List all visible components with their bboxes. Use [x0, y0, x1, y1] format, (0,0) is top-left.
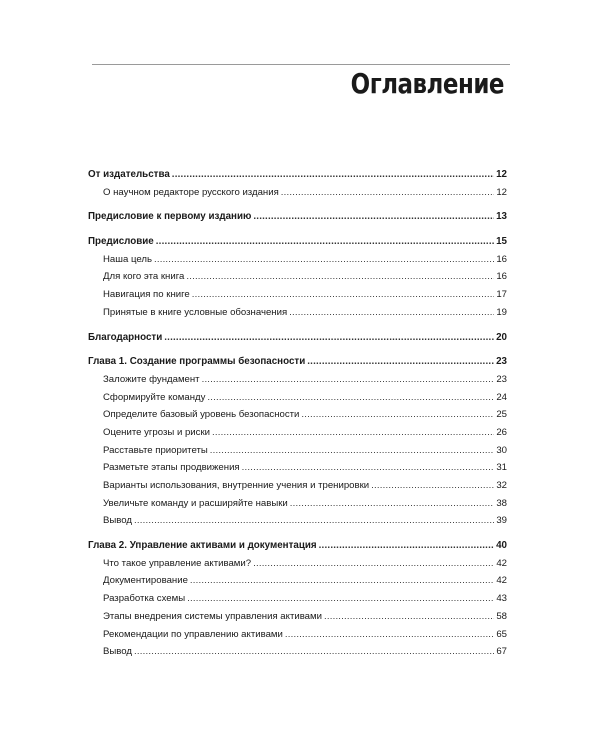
- toc-entry[interactable]: [88, 389, 507, 407]
- toc-entry-page: 43: [496, 593, 507, 605]
- toc-spacer: [88, 226, 507, 233]
- toc-entry-title: Благодарности: [88, 331, 163, 343]
- dot-leader: [172, 166, 494, 184]
- toc-entry-title: Разработка схемы: [103, 593, 186, 605]
- toc-entry-page: 24: [496, 391, 507, 403]
- toc-entry-title: Варианты использования, внутренние учения и тренировки: [103, 480, 370, 491]
- dot-leader: [154, 251, 494, 269]
- toc-entry-title: Разметьте этапы продвижения: [103, 462, 240, 474]
- toc-entry-page: 12: [496, 186, 507, 198]
- toc-entry-page: 16: [496, 253, 507, 265]
- toc-entry-page: 19: [496, 306, 507, 318]
- toc-entry-page: 26: [496, 426, 507, 438]
- toc-spacer: [88, 346, 507, 353]
- dot-leader: [212, 424, 494, 442]
- toc-entry-page: 16: [496, 271, 507, 283]
- toc-entry[interactable]: [88, 442, 507, 460]
- toc-entry-title: Наша цель: [103, 253, 152, 265]
- toc-entry-title: Предисловие: [88, 236, 154, 248]
- toc-entry[interactable]: [88, 184, 507, 202]
- dot-leader: [134, 643, 494, 661]
- toc-entry-page: 31: [496, 462, 507, 474]
- dot-leader: [371, 477, 494, 495]
- toc-entry[interactable]: [88, 286, 507, 304]
- toc-entry[interactable]: [88, 304, 507, 322]
- toc-entry-title: Сформируйте команду: [103, 391, 206, 403]
- toc-entry-page: 23: [496, 373, 507, 385]
- toc-entry[interactable]: [88, 512, 507, 530]
- dot-leader: [134, 512, 494, 530]
- toc-entry-title: Увеличьте команду и расширяйте навыки: [103, 497, 288, 509]
- toc-entry-title: Определите базовый уровень безопасности: [103, 409, 300, 421]
- toc-entry[interactable]: [88, 233, 507, 251]
- toc-entry-title: От издательства: [88, 169, 170, 180]
- dot-leader: [253, 555, 494, 573]
- toc-entry-page: 15: [496, 236, 507, 248]
- dot-leader: [210, 442, 495, 460]
- toc-entry[interactable]: [88, 643, 507, 661]
- dot-leader: [186, 268, 494, 286]
- toc-entry-title: Что такое управление активами?: [103, 557, 252, 569]
- toc-entry-title: Предисловие к первому изданию: [88, 211, 252, 223]
- toc-entry[interactable]: [88, 626, 507, 644]
- toc-entry-page: 58: [496, 610, 507, 622]
- dot-leader: [290, 495, 495, 513]
- table-of-contents: [88, 166, 507, 661]
- toc-entry-title: Глава 1. Создание программы безопасности: [88, 356, 306, 368]
- toc-entry-page: 65: [496, 628, 507, 640]
- dot-leader: [285, 626, 494, 644]
- dot-leader: [281, 184, 495, 202]
- toc-entry-title: Заложите фундамент: [103, 373, 200, 385]
- toc-spacer: [88, 530, 507, 537]
- toc-entry-title: Документирование: [103, 575, 188, 587]
- dot-leader: [307, 353, 494, 371]
- toc-entry-page: 12: [496, 169, 507, 180]
- toc-entry[interactable]: [88, 251, 507, 269]
- toc-entry-title: Вывод: [103, 515, 133, 527]
- toc-entry-page: 42: [496, 575, 507, 587]
- dot-leader: [253, 208, 494, 226]
- toc-entry[interactable]: [88, 406, 507, 424]
- toc-entry-title: Навигация по книге: [103, 289, 190, 301]
- toc-entry-title: О научном редакторе русского издания: [103, 186, 279, 198]
- toc-spacer: [88, 322, 507, 329]
- toc-entry[interactable]: [88, 353, 507, 371]
- toc-entry-title: Для кого эта книга: [103, 271, 185, 283]
- dot-leader: [324, 608, 494, 626]
- toc-entry[interactable]: [88, 590, 507, 608]
- toc-entry-page: 17: [496, 289, 507, 301]
- dot-leader: [207, 389, 494, 407]
- toc-entry[interactable]: [88, 329, 507, 347]
- dot-leader: [190, 572, 494, 590]
- toc-entry[interactable]: [88, 537, 507, 555]
- page-title: Оглавление: [350, 67, 504, 100]
- toc-entry-title: Этапы внедрения системы управления активами: [103, 610, 322, 622]
- dot-leader: [289, 304, 494, 322]
- toc-entry-page: 67: [496, 646, 507, 658]
- toc-entry[interactable]: [88, 459, 507, 477]
- header-rule: [92, 64, 510, 65]
- toc-entry[interactable]: [88, 555, 507, 573]
- toc-entry-page: 13: [496, 211, 507, 223]
- toc-entry[interactable]: [88, 371, 507, 389]
- toc-entry-title: Расставьте приоритеты: [103, 444, 208, 456]
- toc-entry[interactable]: [88, 608, 507, 626]
- toc-entry[interactable]: [88, 208, 507, 226]
- toc-entry-page: 20: [496, 331, 507, 343]
- toc-entry-page: 40: [496, 540, 507, 552]
- toc-entry-title: Вывод: [103, 646, 133, 658]
- dot-leader: [202, 371, 495, 389]
- toc-entry-title: Глава 2. Управление активами и документация: [88, 540, 317, 552]
- toc-entry-title: Принятые в книге условные обозначения: [103, 306, 288, 318]
- dot-leader: [301, 406, 494, 424]
- toc-entry-page: 30: [496, 444, 507, 456]
- toc-entry-page: 42: [496, 557, 507, 569]
- toc-entry-page: 23: [496, 356, 507, 368]
- dot-leader: [319, 537, 494, 555]
- toc-entry-title: Рекомендации по управлению активами: [103, 628, 283, 640]
- toc-entry[interactable]: [88, 268, 507, 286]
- toc-entry-page: 38: [496, 497, 507, 509]
- toc-entry-title: Оцените угрозы и риски: [103, 426, 211, 438]
- toc-entry-page: 32: [496, 480, 507, 491]
- toc-entry[interactable]: [88, 572, 507, 590]
- dot-leader: [192, 286, 495, 304]
- toc-entry[interactable]: [88, 495, 507, 513]
- dot-leader: [242, 459, 495, 477]
- toc-entry-page: 39: [496, 515, 507, 527]
- toc-entry[interactable]: [88, 424, 507, 442]
- toc-entry-page: 25: [496, 409, 507, 421]
- dot-leader: [187, 590, 494, 608]
- dot-leader: [156, 233, 494, 251]
- toc-entry[interactable]: [88, 166, 507, 184]
- toc-entry[interactable]: [88, 477, 507, 495]
- dot-leader: [164, 329, 494, 347]
- toc-spacer: [88, 201, 507, 208]
